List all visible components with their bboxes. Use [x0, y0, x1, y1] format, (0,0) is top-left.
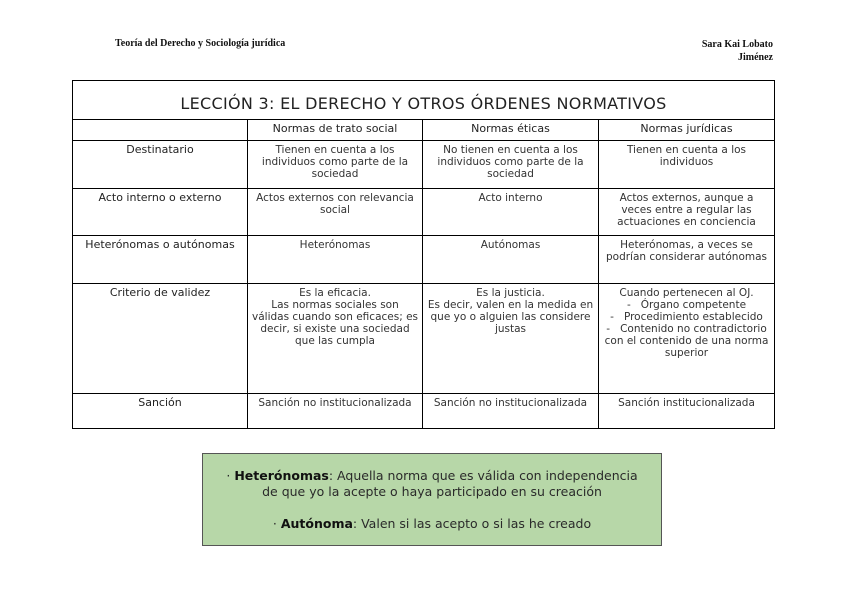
term-autonoma: Autónoma — [280, 516, 353, 531]
cell-juridicas — [599, 284, 775, 394]
list-dash: - — [626, 299, 631, 311]
column-header-social: Normas de trato social — [248, 120, 423, 141]
cell-social: Tienen en cuenta a los individuos como parte de la sociedad — [248, 141, 423, 189]
cell-social-line-1: Es la eficacia. — [299, 287, 371, 299]
document-author — [633, 38, 773, 64]
cell-juridicas: Tienen en cuenta a los individuos — [599, 141, 775, 189]
definitions-note-box — [202, 453, 662, 546]
author-line-2: Jiménez — [738, 52, 773, 63]
table-row — [73, 189, 775, 236]
table-row — [73, 236, 775, 284]
cell-juridicas: Actos externos, aunque a veces entre a regular las actuaciones en conciencia — [599, 189, 775, 236]
cell-juridicas: Sanción institucionalizada — [599, 394, 775, 429]
cell-social: Sanción no institucionalizada — [248, 394, 423, 429]
list-item — [603, 323, 770, 359]
column-header-eticas: Normas éticas — [423, 120, 599, 141]
column-header-row — [73, 120, 775, 141]
validity-criteria-list — [603, 299, 770, 359]
table-title: LECCIÓN 3: EL DERECHO Y OTROS ÓRDENES NORMATIVOS — [73, 81, 775, 120]
title-row — [73, 81, 775, 120]
cell-social-line-2: Las normas sociales son válidas cuando son eficaces; es decir, si existe una sociedad que las cumpla — [252, 299, 419, 347]
definition-heteronomas-a: : Aquella norma que es válida con independencia — [328, 468, 638, 483]
note-line-1 — [203, 468, 661, 484]
definition-autonoma: : Valen si las acepto o si las he creado — [352, 516, 592, 531]
row-header-acto: Acto interno o externo — [73, 189, 248, 236]
comparison-table — [72, 80, 775, 429]
note-line-2: de que yo la acepte o haya participado en su creación — [262, 484, 602, 499]
cell-social: Heterónomas — [248, 236, 423, 284]
cell-eticas: Sanción no institucionalizada — [423, 394, 599, 429]
list-item — [603, 311, 770, 323]
column-header-juridicas: Normas jurídicas — [599, 120, 775, 141]
cell-juridicas: Heterónomas, a veces se podrían considerar autónomas — [599, 236, 775, 284]
cell-social: Actos externos con relevancia social — [248, 189, 423, 236]
cell-social — [248, 284, 423, 394]
row-header-heteronomas: Heterónomas o autónomas — [73, 236, 248, 284]
cell-juridicas-intro: Cuando pertenecen al OJ. — [619, 287, 754, 299]
row-header-sancion: Sanción — [73, 394, 248, 429]
row-header-criterio: Criterio de validez — [73, 284, 248, 394]
note-line-3 — [203, 516, 661, 532]
cell-eticas: No tienen en cuenta a los individuos como parte de la sociedad — [423, 141, 599, 189]
column-header-empty — [73, 120, 248, 141]
list-item-text: Órgano competente — [640, 299, 747, 311]
table-row — [73, 141, 775, 189]
list-item-text: Contenido no contradictorio con el contenido de una norma superior — [604, 323, 769, 359]
cell-eticas-line-2: Es decir, valen en la medida en que yo o alguien las considere justas — [427, 299, 594, 335]
cell-eticas-line-1: Es la justicia. — [476, 287, 545, 299]
list-item — [603, 299, 770, 311]
cell-eticas: Autónomas — [423, 236, 599, 284]
list-dash: - — [610, 311, 614, 323]
term-heteronomas: Heterónomas — [234, 468, 329, 483]
author-line-1: Sara Kai Lobato — [701, 39, 773, 50]
row-header-destinatario: Destinatario — [73, 141, 248, 189]
table-row — [73, 394, 775, 429]
cell-eticas: Acto interno — [423, 189, 599, 236]
document-course-title: Teoría del Derecho y Sociología jurídica — [115, 38, 286, 49]
list-item-text: Procedimiento establecido — [623, 311, 763, 323]
cell-eticas — [423, 284, 599, 394]
bullet: · — [226, 468, 231, 483]
bullet: · — [272, 516, 277, 531]
table-row — [73, 284, 775, 394]
list-dash: - — [606, 323, 611, 335]
